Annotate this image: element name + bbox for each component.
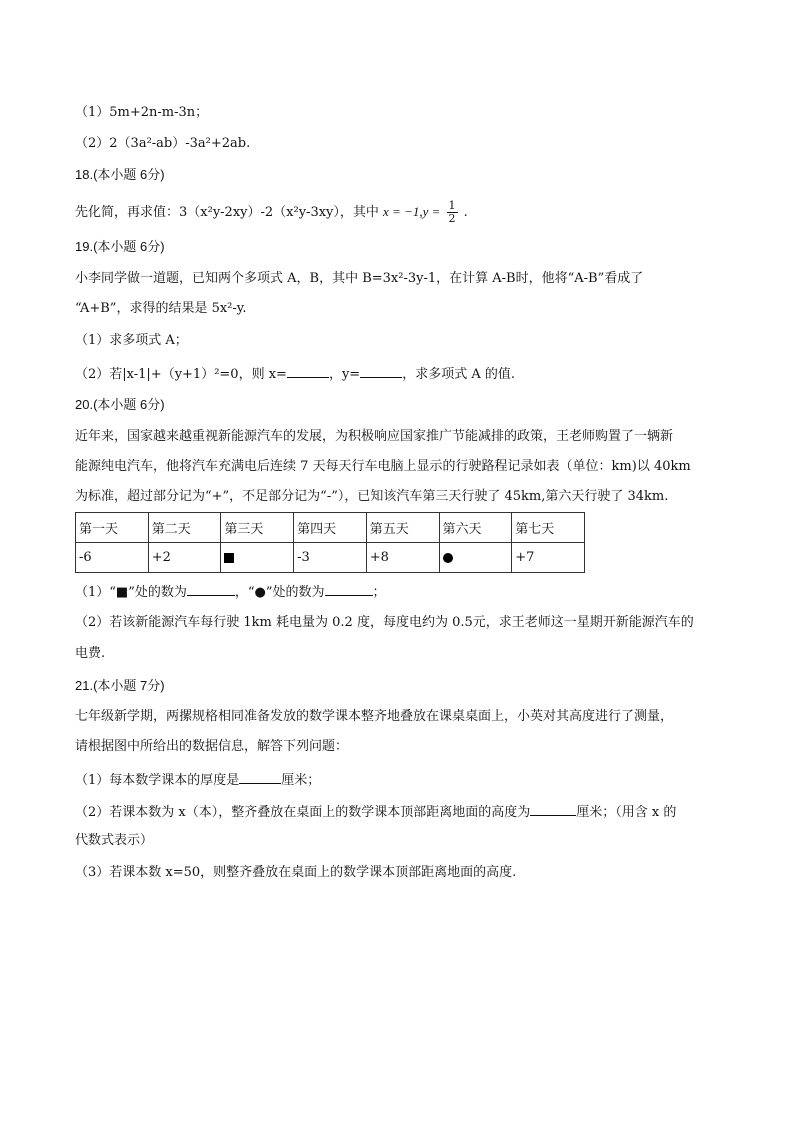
q21-item-2-line-2: 代数式表示） <box>75 833 154 848</box>
table-cell: -3 <box>294 543 367 573</box>
table-header-cell: 第一天 <box>76 513 149 543</box>
q20-item-2-line-1: （2）若该新能源汽车每行驶 1km 耗电量为 0.2 度，每度电约为 0.5元，求王老师这一星期开新能源汽车的 <box>75 615 694 630</box>
q18-frac-numerator: 1 <box>448 199 456 212</box>
q21-item-1 <box>75 770 320 790</box>
q19-line-1: 小李同学做一道题，已知两个多项式 A，B，其中 B=3x²-3y-1，在计算 A-B时，他将“A-B”看成了 <box>75 271 644 286</box>
table-cell: +2 <box>148 543 221 573</box>
answer-blank[interactable] <box>187 582 235 596</box>
q21-line-1: 七年级新学期，两摞规格相同准备发放的数学课本整齐地叠放在课桌桌面上，小英对其高度进行了测量， <box>75 709 674 724</box>
q20-title: 20.(本小题 6分) <box>75 397 165 412</box>
table-cell <box>439 543 512 573</box>
table-header-cell: 第六天 <box>439 513 512 543</box>
dot-icon <box>443 553 453 563</box>
q21-item-1-b: 厘米； <box>281 773 321 788</box>
q18-end: . <box>463 205 468 220</box>
q20-line-3: 为标准，超过部分记为“+”，不足部分记为“-”），已知该汽车第三天行驶了 45km,第六天行驶了 34km. <box>75 489 669 504</box>
q18-title: 18.(本小题 6分) <box>75 167 165 182</box>
mileage-table <box>75 512 585 573</box>
table-header-cell: 第七天 <box>512 513 585 543</box>
q18-fraction <box>447 200 458 225</box>
answer-blank[interactable] <box>287 364 329 378</box>
q18-frac-denominator: 2 <box>448 212 456 225</box>
q21-item-2 <box>75 802 676 822</box>
table-cell: +7 <box>512 543 585 573</box>
table-cell <box>221 543 294 573</box>
q20-item-1-a: （1）“■”处的数为 <box>75 585 187 600</box>
q21-item-2-a: （2）若课本数为 x（本），整齐叠放在桌面上的数学课本顶部距离地面的高度为 <box>75 805 531 820</box>
table-header-cell: 第二天 <box>148 513 221 543</box>
q19-item-1: （1）求多项式 A； <box>75 333 188 348</box>
q19-line-2: “A+B”，求得的结果是 5x²-y. <box>75 301 247 316</box>
q17-item-2: （2）2（3a²-ab）-3a²+2ab. <box>75 136 251 151</box>
answer-blank[interactable] <box>360 364 402 378</box>
q19-title: 19.(本小题 6分) <box>75 239 165 254</box>
table-header-cell: 第五天 <box>366 513 439 543</box>
q20-item-1 <box>75 582 386 602</box>
q20-line-1: 近年来，国家越来越重视新能源汽车的发展，为积极响应国家推广节能减排的政策，王老师购置了一辆新 <box>75 429 674 444</box>
q21-title: 21.(本小题 7分) <box>75 678 165 693</box>
q21-item-1-a: （1）每本数学课本的厚度是 <box>75 773 240 788</box>
table-header-row <box>76 513 585 543</box>
q19-item-2-c: ，求多项式 A 的值. <box>402 367 515 382</box>
q21-line-2: 请根据图中所给出的数据信息，解答下列问题： <box>75 739 349 754</box>
table-header-cell: 第三天 <box>221 513 294 543</box>
answer-blank[interactable] <box>239 770 281 784</box>
q20-item-1-b: ，“●”处的数为 <box>234 585 325 600</box>
q20-line-2: 能源纯电汽车，他将汽车充满电后连续 7 天每天行车电脑上显示的行驶路程记录如表（单位：km)以 40km <box>75 459 691 474</box>
table-cell: -6 <box>76 543 149 573</box>
q19-item-2-a: （2）若|x-1|+（y+1）²=0，则 x= <box>75 367 287 382</box>
q21-item-2-b: 厘米；（用含 x 的 <box>576 805 677 820</box>
square-icon <box>224 553 234 563</box>
answer-blank[interactable] <box>325 582 373 596</box>
q20-item-2-line-2: 电费. <box>75 646 106 661</box>
answer-blank[interactable] <box>530 802 576 816</box>
q17-item-1: （1）5m+2n-m-3n； <box>75 105 209 120</box>
table-row <box>76 543 585 573</box>
q19-item-2 <box>75 364 515 384</box>
q20-item-1-c: ； <box>372 585 386 600</box>
q18-condition: x = −1,y = <box>383 204 441 219</box>
q18-text: 先化简，再求值：3（x²y-2xy）-2（x²y-3xy），其中 <box>75 205 379 220</box>
q18-question <box>75 200 468 225</box>
table-header-cell: 第四天 <box>294 513 367 543</box>
table-cell: +8 <box>366 543 439 573</box>
q19-item-2-b: ，y= <box>328 367 361 382</box>
q21-item-3: （3）若课本数 x=50，则整齐叠放在桌面上的数学课本顶部距离地面的高度. <box>75 865 517 880</box>
